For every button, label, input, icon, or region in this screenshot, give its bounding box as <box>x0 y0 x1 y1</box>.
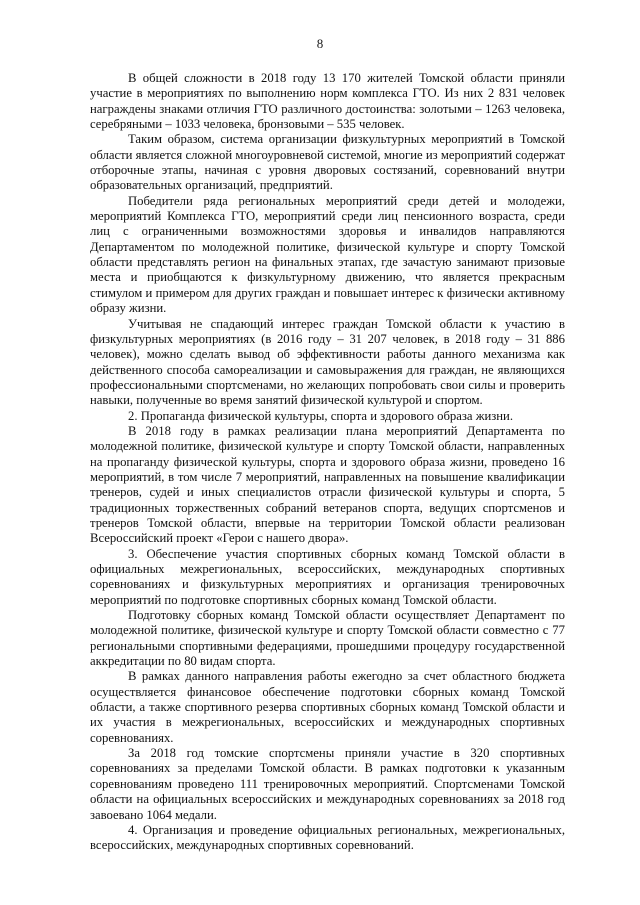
paragraph-system-organization: Таким образом, система организации физкультурных мероприятий в Томской области является сложной многоуровневой системой, многие из мероприятий содержат отборочные этапы, начиная с уровня дворовых состязаний, соревнований внутри образовательных организаций, предприятий. <box>90 132 565 193</box>
section-heading-4: 4. Организация и проведение официальных региональных, межрегиональных, всероссийских, международных спортивных соревнований. <box>90 822 565 853</box>
paragraph-regional-winners: Победители ряда региональных мероприятий среди детей и молодежи, мероприятий Комплекса ГТО, мероприятий среди лиц пенсионного возраста, среди лиц с ограниченными возможностями здоровья и инвалидов направляются Департаментом по молодежной политике, физической культуре и спорту Томской области представлять регион на финальных этапах, где зачастую занимают призовые места и приобщаются к физкультурному движению, что является прекрасным стимулом и примером для других граждан и повышает интерес к физически активному образу жизни. <box>90 193 565 316</box>
section-heading-2: 2. Пропаганда физической культуры, спорта и здорового образа жизни. <box>128 408 514 423</box>
paragraph-propaganda-events: В 2018 году в рамках реализации плана мероприятий Департамента по молодежной политике, физической культуре и спорту Томской области, направленных на пропаганду физической культуры, спорта и здорового образа жизни, проведено 16 мероприятий, в том числе 7 мероприятий, направленных на повышение квалификации тренеров, судей и иных специалистов отрасли физической культуры и спорта, 5 традиционных торжественных собраний ветеранов спорта, ведущих спортсменов и тренеров Томской области, впервые на территории Томской области реализован Всероссийский проект «Герои с нашего двора». <box>90 423 565 546</box>
page-number: 8 <box>316 36 324 51</box>
document-body <box>90 71 565 854</box>
paragraph-financing: В рамках данного направления работы ежегодно за счет областного бюджета осуществляется финансовое обеспечение подготовки сборных команд Томской области, а также спортивного резерва спортивных сборных команд Томской области и их участия в межрегиональных, всероссийских и международных спортивных соревнованиях. <box>90 669 565 745</box>
paragraph-gto-participation: В общей сложности в 2018 году 13 170 жителей Томской области приняли участие в мероприятиях по выполнению норм комплекса ГТО. Из них 2 831 человек награждены знаками отличия ГТО различного достоинства: золотыми – 1263 человека, серебряными – 1033 человека, бронзовыми – 535 человек. <box>90 71 565 132</box>
paragraph-team-preparation: Подготовку сборных команд Томской области осуществляет Департамент по молодежной политике, физической культуре и спорту Томской области совместно с 77 региональными спортивными федерациями, прошедшими процедуру государственной аккредитации по 80 видам спорта. <box>90 608 565 669</box>
section-heading-3: 3. Обеспечение участия спортивных сборных команд Томской области в официальных межрегиональных, всероссийских, международных спортивных соревнованиях и физкультурных мероприятиях и организация тренировочных мероприятий по подготовке спортивных сборных команд Томской области. <box>90 546 565 607</box>
paragraph-competition-results: За 2018 год томские спортсмены приняли участие в 320 спортивных соревнованиях за пределами Томской области. В рамках подготовки к указанным соревнованиям проведено 111 тренировочных мероприятий. Спортсменами Томской области на официальных всероссийских и международных соревнованиях за 2018 год завоевано 1064 медали. <box>90 746 565 822</box>
paragraph-participation-interest: Учитывая не спадающий интерес граждан Томской области к участию в физкультурных мероприятиях (в 2016 году – 31 207 человек, в 2018 году – 31 886 человек), можно сделать вывод об эффективности работы данного механизма как действенного способа самореализации и самовыражения для граждан, не являющихся профессиональными спортсменами, но желающих попробовать свои силы и проверить навыки, полученные во время занятий физической культурой и спортом. <box>90 316 565 408</box>
